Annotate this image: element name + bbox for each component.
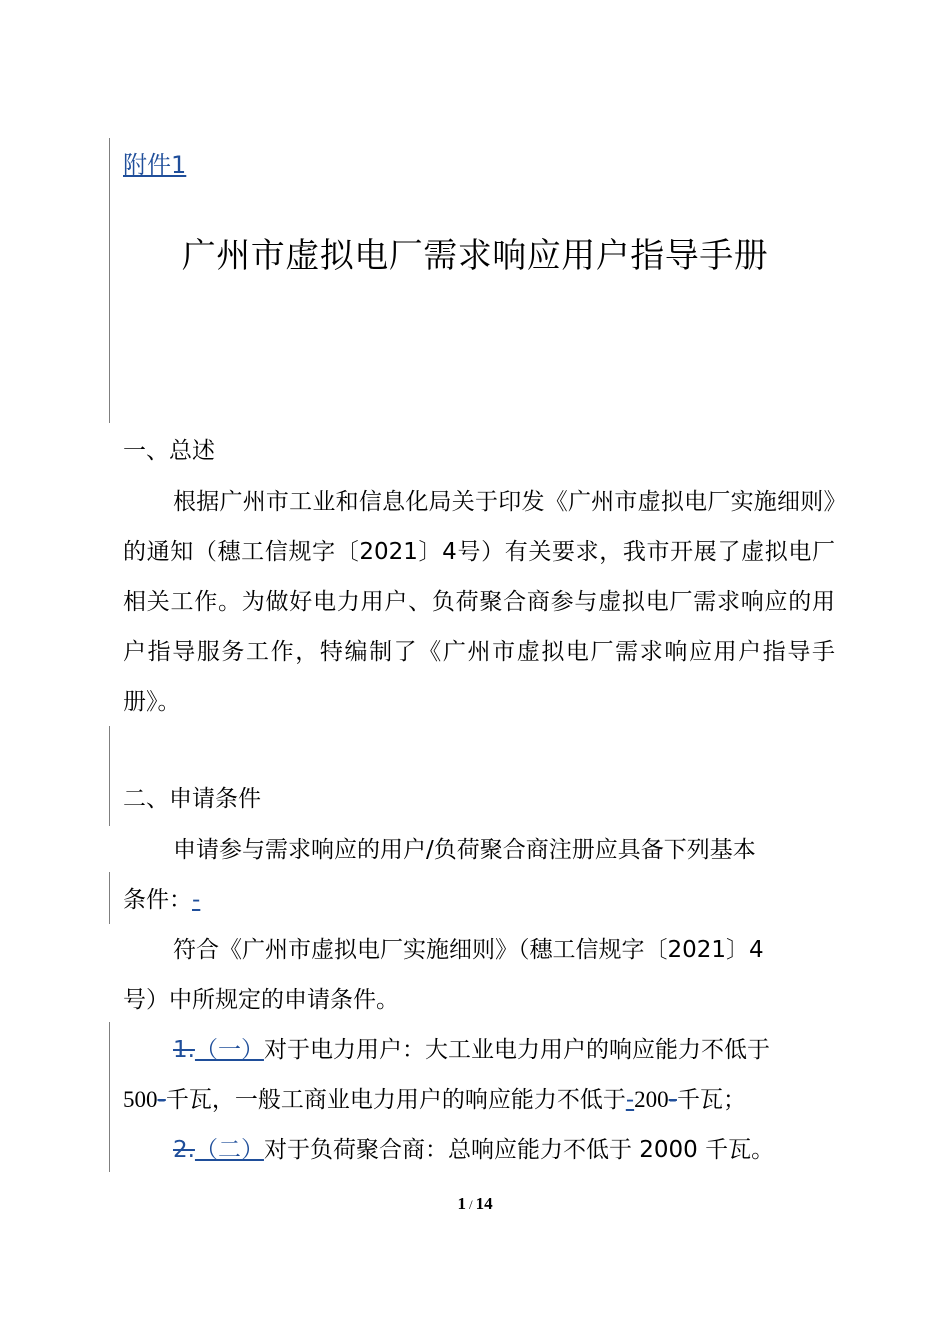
list-item-text: 千瓦；	[676, 1087, 746, 1113]
list-item-power-user-continued	[123, 1083, 746, 1117]
list-item-text: 对于电力用户：大工业电力用户的响应能力不低于	[263, 1037, 770, 1063]
page-separator: /	[468, 1197, 473, 1212]
list-item-aggregator	[173, 1133, 774, 1167]
revision-bar	[109, 872, 110, 924]
revision-delete-mark: -	[668, 1087, 677, 1113]
inserted-list-number: （二）	[194, 1137, 264, 1163]
deleted-list-number: 2.	[173, 1137, 195, 1163]
condition-line: 符合《广州市虚拟电厂实施细则》（穗工信规字〔2021〕4	[173, 937, 764, 963]
value-text: 500	[123, 1087, 158, 1112]
requirements-intro-line	[123, 883, 200, 917]
inserted-list-number: （一）	[194, 1037, 264, 1063]
list-item-text: 千瓦，一般工商业电力用户的响应能力不低于	[165, 1087, 626, 1113]
requirements-intro-line: 申请参与需求响应的用户/负荷聚合商注册应具备下列基本	[173, 837, 756, 863]
list-item-text: 对于负荷聚合商：总响应能力不低于 2000 千瓦。	[263, 1137, 775, 1163]
total-pages: 14	[475, 1194, 493, 1213]
revision-insert-mark: -	[625, 1087, 635, 1113]
attachment-label: 附件1	[123, 151, 187, 179]
section-heading-requirements: 二、申请条件	[123, 786, 261, 812]
document-title: 广州市虚拟电厂需求响应用户指导手册	[181, 236, 769, 276]
revision-bar	[109, 1022, 110, 1172]
current-page: 1	[457, 1194, 466, 1213]
page-number-footer	[0, 1193, 950, 1216]
revision-delete-mark: -	[157, 1087, 166, 1113]
revision-bar	[109, 726, 110, 826]
deleted-list-number: 1.	[173, 1037, 195, 1063]
condition-line: 号）中所规定的申请条件。	[123, 987, 399, 1013]
revision-insert-mark: -	[192, 887, 201, 913]
value-text: 200	[634, 1087, 669, 1112]
revision-bar	[109, 138, 110, 423]
list-item-power-user	[173, 1033, 770, 1067]
section-heading-overview: 一、总述	[123, 438, 215, 464]
intro-text: 条件：	[123, 887, 192, 913]
overview-paragraph: 根据广州市工业和信息化局关于印发《广州市虚拟电厂实施细则》的通知（穗工信规字〔2021〕4号）有关要求，我市开展了虚拟电厂相关工作。为做好电力用户、负荷聚合商参与虚拟电厂需求响应的用户指导服务工作，特编制了《广州市虚拟电厂需求响应用户指导手册》。	[123, 489, 835, 715]
